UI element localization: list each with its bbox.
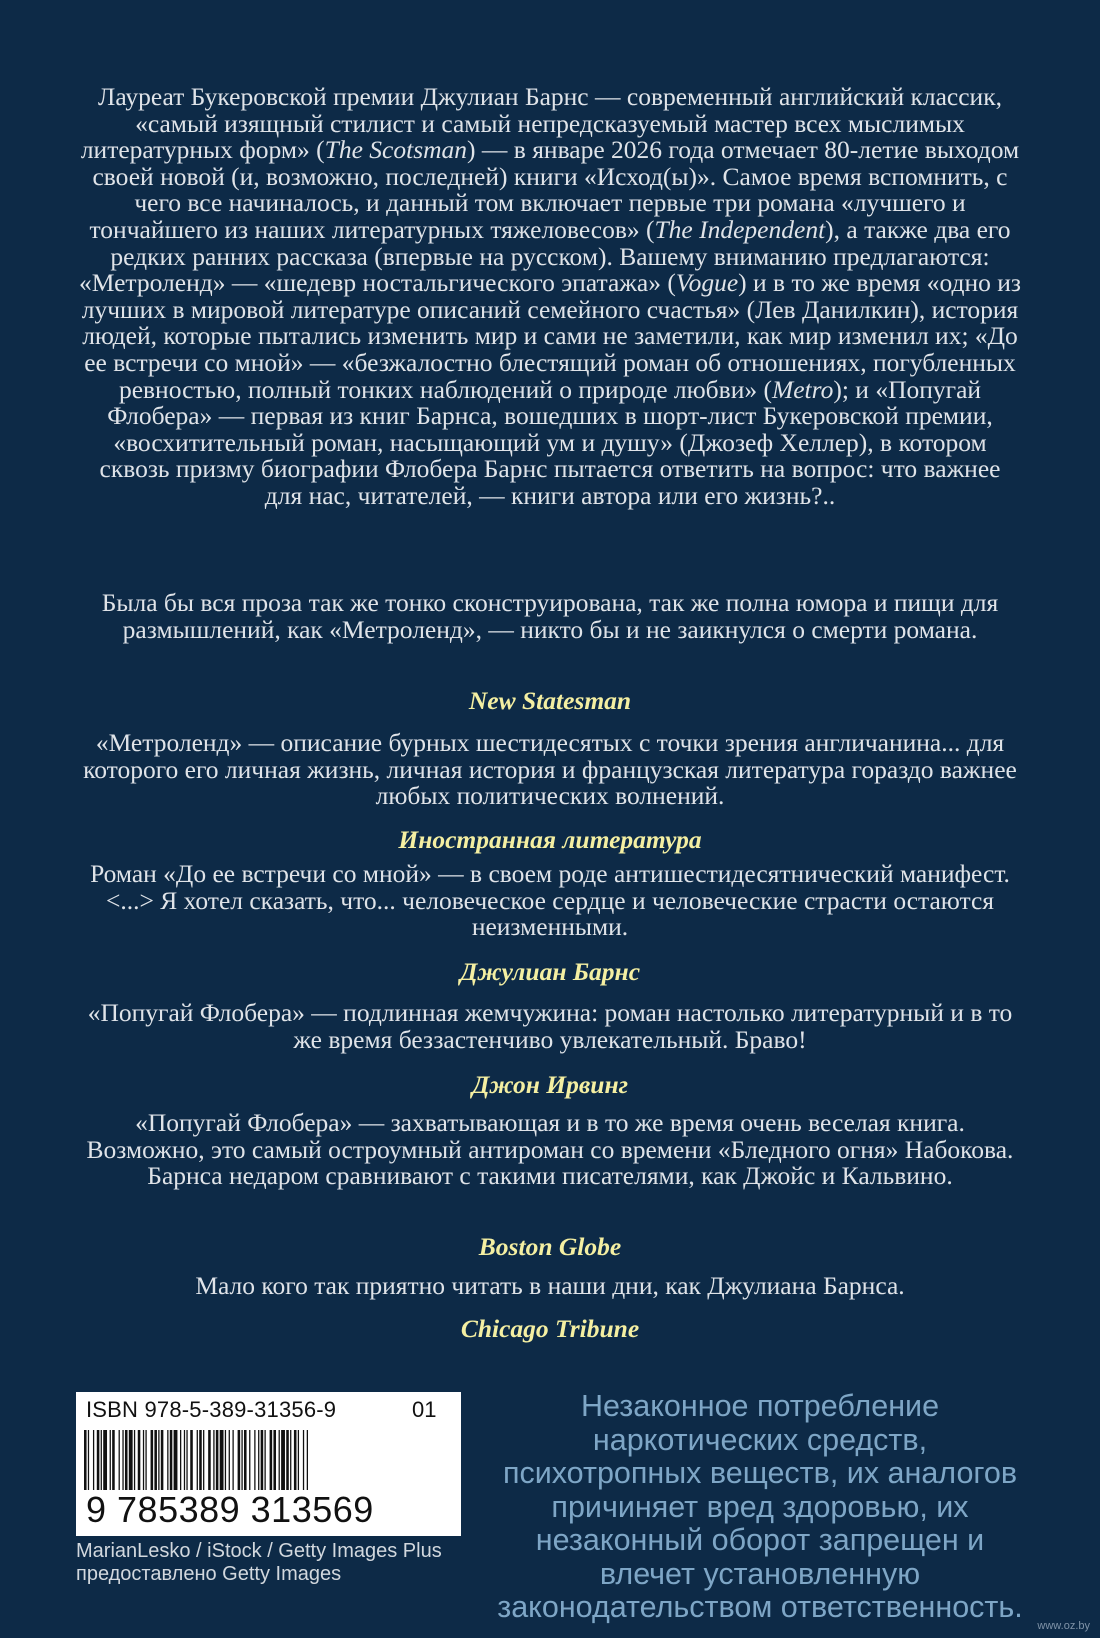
- barcode-bar: [158, 1430, 159, 1490]
- barcode-bar: [186, 1430, 187, 1490]
- review-quote: [78, 730, 1022, 810]
- barcode-bar: [232, 1430, 233, 1490]
- barcode-bar: [143, 1430, 144, 1490]
- barcode-bar: [241, 1430, 242, 1490]
- intro-text-4: ) и в то же время «одно из лучших в мировой литературе описаний семейного счастья» (Лев Данилкин), история людей, которые пытались изменить мир и сами не заметили, как мир изменил их; «До ее встречи со мной» — «безжалостно блестящий роман об отношениях, погубленных ревностью, полный тонких наблюдений о природе любви» (: [81, 268, 1021, 404]
- isbn-barcode: [76, 1392, 461, 1536]
- barcode-bar: [88, 1430, 89, 1490]
- barcode-bar: [174, 1430, 178, 1490]
- barcode-bar: [119, 1430, 120, 1490]
- barcode-bar: [110, 1430, 111, 1490]
- review-source: New Statesman: [468, 686, 632, 715]
- barcode-bar: [167, 1430, 168, 1490]
- barcode-bar: [101, 1430, 102, 1490]
- review-quote-text: Роман «До ее встречи со мной» — в своем роде антишестидесятнический манифест. <...> Я хотел сказать, что... человеческое сердце и человеческие страсти остаются неизменными.: [90, 859, 1010, 942]
- review-quote: [78, 1273, 1022, 1300]
- barcode-bars: [84, 1430, 454, 1490]
- review-source: Chicago Tribune: [460, 1314, 640, 1343]
- barcode-bar: [213, 1430, 214, 1490]
- barcode-bar: [264, 1430, 265, 1490]
- annotation-paragraph: [78, 84, 1022, 510]
- barcode-bar: [134, 1430, 135, 1490]
- barcode-bar: [161, 1430, 164, 1490]
- barcode-bar: [180, 1430, 181, 1490]
- review-quote: [78, 861, 1022, 941]
- barcode-bar: [229, 1430, 230, 1490]
- review-source: Иностранная литература: [398, 825, 702, 854]
- barcode-bar: [112, 1430, 115, 1490]
- barcode-bar: [129, 1430, 133, 1490]
- barcode-bar: [261, 1430, 264, 1490]
- review-quote-text: «Попугай Флобера» — подлинная жемчужина: роман настолько литературный и в то же время беззастенчиво увлекательный. Браво!: [87, 998, 1013, 1054]
- barcode-bar: [190, 1430, 193, 1490]
- review-quote-text: «Попугай Флобера» — захватывающая и в то же время очень веселая книга. Возможно, это самый остроумный антироман со времени «Бледного огня» Набокова. Барнса недаром сравнивают с такими писателями, как Джойс и Кальвино.: [86, 1108, 1014, 1191]
- review-source: Boston Globe: [478, 1232, 622, 1261]
- barcode-bar: [279, 1430, 280, 1490]
- barcode-bar: [286, 1430, 289, 1490]
- isbn-label: ISBN 978-5-389-31356-9: [86, 1397, 337, 1422]
- barcode-bar: [154, 1430, 157, 1490]
- intro-text-3: ), а также два его редких ранних рассказа (впервые на русском). Вашему вниманию предлагаются: «Метроленд» — «шедевр ностальгического эпатажа» (: [79, 214, 1011, 298]
- photo-credit-line: предоставлено Getty Images: [76, 1563, 342, 1585]
- isbn-addon: 01: [412, 1397, 437, 1422]
- barcode-bar: [273, 1430, 276, 1490]
- barcode-bar: [258, 1430, 259, 1490]
- barcode-bar: [281, 1430, 285, 1490]
- barcode-bar: [216, 1430, 219, 1490]
- review-quote-text: Мало кого так приятно читать в наши дни, как Джулиана Барнса.: [195, 1271, 905, 1300]
- barcode-bar: [138, 1430, 141, 1490]
- annotation-text: [78, 84, 1022, 510]
- review-quote: [78, 1000, 1022, 1053]
- barcode-bar: [125, 1430, 128, 1490]
- intro-source-scotsman: The Scotsman: [324, 135, 468, 165]
- barcode-bar: [93, 1430, 94, 1490]
- photo-credit-line: MarianLesko / iStock / Getty Images Plus: [76, 1540, 442, 1562]
- barcode-bar: [244, 1430, 247, 1490]
- barcode-bar: [254, 1430, 255, 1490]
- intro-text-2: ) — в январе 2026 года отмечает 80-летие выходом своей новой (и, возможно, последней) книги «Исход(ы)». Самое время вспомнить, с чего все начиналось, и данный том включает первые три романа «лучшего и тончайшего из наших литературных тяжеловесов» (: [89, 135, 1020, 244]
- intro-text-1: Лауреат Букеровской премии Джулиан Барнс — современный английский классик, «самый изящный стилист и самый непредсказуемый мастер всех мыслимых литературных форм» (: [80, 82, 1002, 165]
- barcode-bar: [97, 1430, 100, 1490]
- review-quote-text: Была бы вся проза так же тонко сконструирована, так же полна юмора и пищи для размышлений, как «Метроленд», — никто бы и не заикнулся о смерти романа.: [101, 588, 999, 644]
- barcode-bar: [84, 1430, 87, 1490]
- barcode-bar: [220, 1430, 224, 1490]
- barcode-bar: [238, 1430, 241, 1490]
- barcode-bar: [145, 1430, 146, 1490]
- barcode-bar: [197, 1430, 198, 1490]
- intro-source-vogue: Vogue: [675, 268, 739, 298]
- barcode-bar: [199, 1430, 202, 1490]
- barcode-bar: [184, 1430, 185, 1490]
- barcode-bar: [103, 1430, 107, 1490]
- barcode-bar: [290, 1430, 291, 1490]
- review-source: Джон Ирвинг: [471, 1070, 629, 1099]
- drug-warning: Незаконное потребление наркотических средств, психотропных веществ, их аналогов причиняет вред здоровью, их незаконный оборот запрещен и влечет установленную законодательством ответственность.: [497, 1389, 1023, 1624]
- barcode-bar: [270, 1430, 273, 1490]
- barcode-bar: [294, 1430, 297, 1490]
- barcode-bar: [225, 1430, 226, 1490]
- intro-source-metro: Metro: [771, 374, 834, 404]
- review-quote-text: «Метроленд» — описание бурных шестидесятых с точки зрения англичанина... для которого его личная жизнь, личная история и французская литература гораздо важнее любых политических волнений.: [83, 728, 1017, 811]
- intro-text-5: ); и «Попугай Флобера» — первая из книг Барнса, вошедших в шорт-лист Букеровской премии, «восхитительный роман, насыщающий ум и душу» (Джозеф Хеллер), в котором сквозь призму биографии Флобера Барнс пытается ответить на вопрос: что важнее для нас, читателей, — книги автора или его жизнь?..: [99, 374, 1001, 510]
- review-quote: [78, 590, 1022, 643]
- barcode-bar: [307, 1430, 308, 1490]
- barcode-bar: [303, 1430, 304, 1490]
- review-quote: [78, 1110, 1022, 1190]
- barcode-bar: [249, 1430, 250, 1490]
- barcode-bar: [203, 1430, 204, 1490]
- photo-credit: [76, 1540, 442, 1586]
- watermark: www.oz.by: [1037, 1620, 1090, 1632]
- intro-source-independent: The Independent: [654, 214, 826, 244]
- barcode-bar: [122, 1430, 123, 1490]
- barcode-bar: [151, 1430, 154, 1490]
- barcode-bar: [298, 1430, 299, 1490]
- review-source: Джулиан Барнс: [459, 957, 641, 986]
- barcode-bar: [208, 1430, 211, 1490]
- barcode-bar: [170, 1430, 173, 1490]
- barcode-digits: 9 785389 313569: [86, 1489, 374, 1530]
